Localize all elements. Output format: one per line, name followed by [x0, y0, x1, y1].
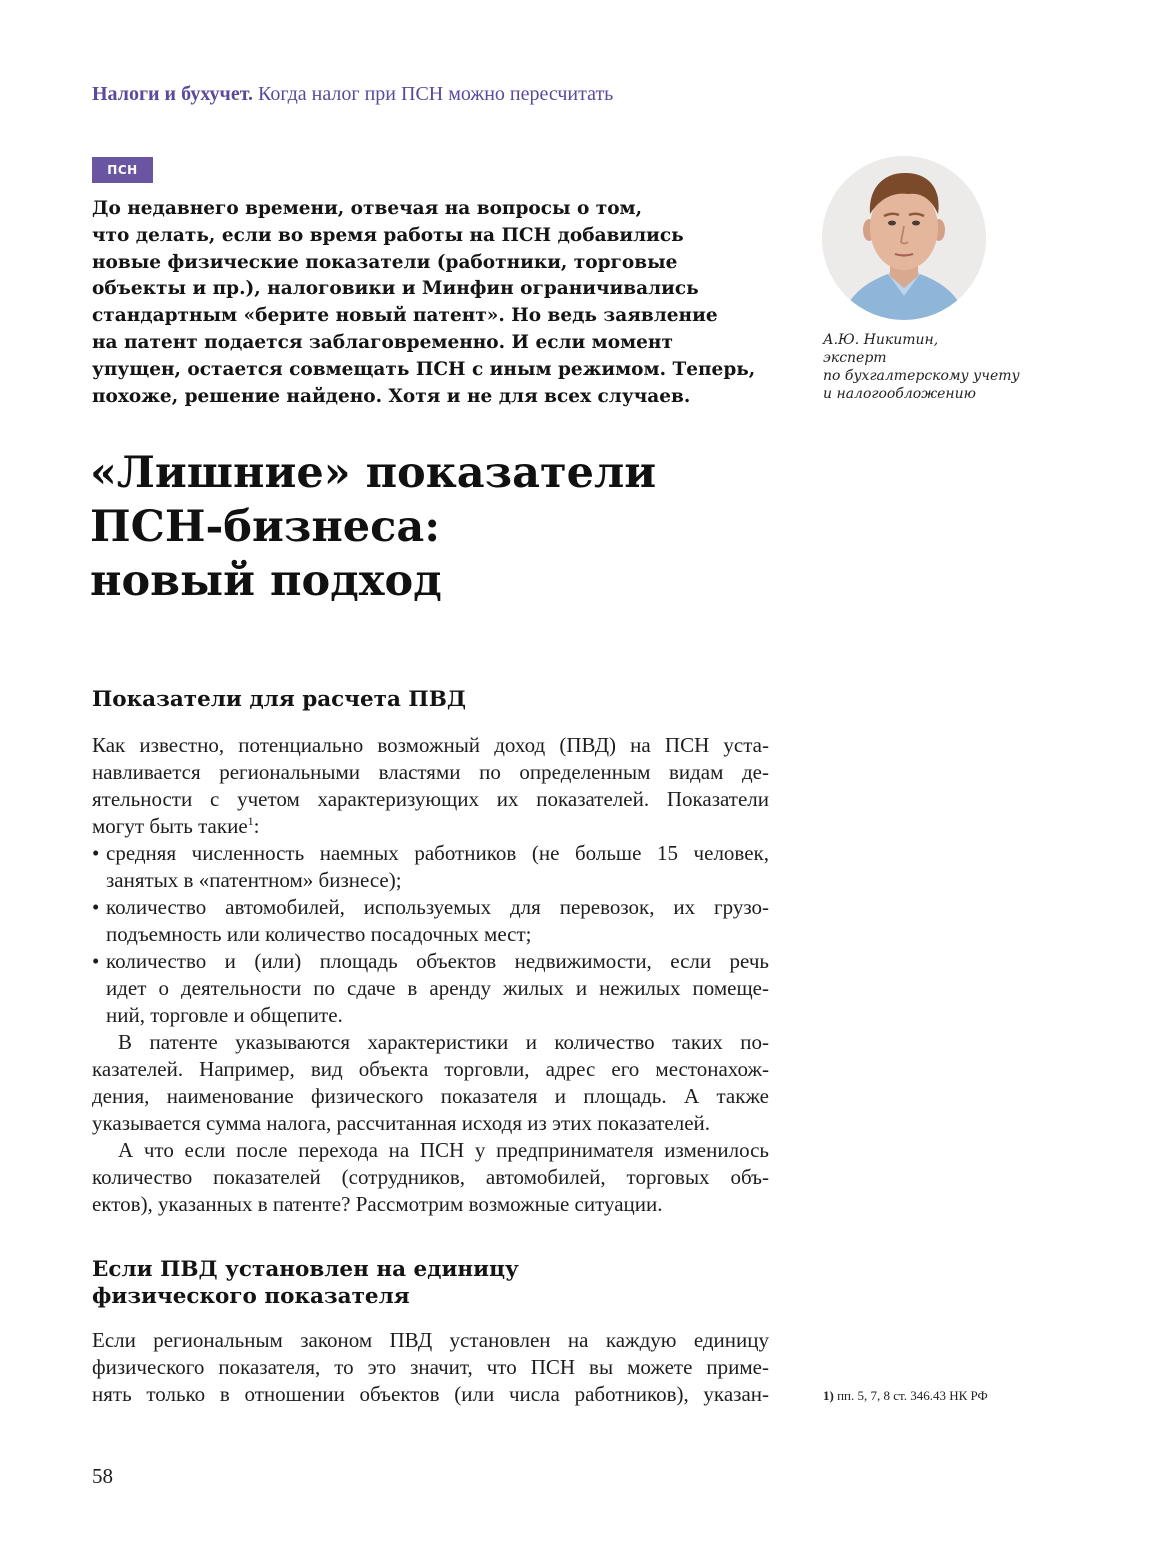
footnote-number: 1) [823, 1388, 834, 1403]
lead-line: похоже, решение найдено. Хотя и не для всех случаев. [92, 385, 691, 407]
lead-paragraph [92, 196, 782, 410]
author-portrait-icon [822, 156, 986, 320]
author-role: по бухгалтерскому учету [823, 368, 1020, 384]
running-head-title: Когда налог при ПСН можно пересчитать [258, 83, 614, 105]
author-name: А.Ю. Никитин, [823, 332, 939, 348]
author-caption [823, 331, 1020, 403]
lead-line: на патент подается заблаговременно. И если момент [92, 331, 673, 353]
footnote [823, 1388, 988, 1404]
body-line: А что если после перехода на ПСН у предпринимателя изменилось [118, 1138, 769, 1162]
body-line: физического показателя, то это значит, что ПСН вы можете приме- [92, 1355, 769, 1379]
footnote-ref: 1 [247, 814, 254, 828]
body-line: ятельности с учетом характеризующих их показателей. Показатели [92, 787, 769, 811]
title-line: ПСН-бизнеса: [90, 502, 441, 552]
section-body [92, 1327, 769, 1408]
body-line: количество показателей (сотрудников, автомобилей, торговых объ- [92, 1165, 769, 1189]
body-line: казателей. Например, вид объекта торговли, адрес его местонахож- [92, 1057, 769, 1081]
running-head-section: Налоги и бухучет. [92, 83, 254, 105]
footnote-text: пп. 5, 7, 8 ст. 346.43 НК РФ [837, 1388, 988, 1403]
section-heading-line: физического показателя [92, 1284, 410, 1309]
body-text: могут быть такие [92, 814, 248, 838]
bullet-item-cont: идет о деятельности по сдаче в аренду жилых и нежилых помеще- [106, 976, 769, 1000]
lead-line: стандартным «берите новый патент». Но ведь заявление [92, 305, 718, 327]
bullet-item: • количество автомобилей, используемых для перевозок, их грузо- [92, 894, 769, 921]
bullet-item: • количество и (или) площадь объектов недвижимости, если речь [92, 948, 769, 975]
title-line: «Лишние» показатели [90, 448, 657, 498]
lead-line: новые физические показатели (работники, торговые [92, 251, 678, 273]
body-line: указывается сумма налога, рассчитанная исходя из этих показателей. [92, 1111, 711, 1135]
bullet-item: • средняя численность наемных работников (не больше 15 человек, [92, 840, 769, 867]
body-line: навливается региональными властями по определенным видам де- [92, 760, 769, 784]
rubric-tag: ПСН [92, 157, 153, 183]
section-heading-line: Если ПВД установлен на единицу [92, 1257, 519, 1282]
article-title [90, 446, 656, 608]
section-body [92, 732, 769, 1218]
body-text: : [253, 814, 260, 838]
author-role: эксперт [823, 350, 887, 366]
section-heading [92, 686, 466, 713]
lead-line: упущен, остается совмещать ПСН с иным режимом. Теперь, [92, 358, 756, 380]
body-line: ектов), указанных в патенте? Рассмотрим возможные ситуации. [92, 1192, 663, 1216]
bullet-item-cont: подъемность или количество посадочных мест; [106, 922, 532, 946]
bullet-item-cont: ний, торговле и общепите. [106, 1003, 343, 1027]
bullet-item-cont: занятых в «патентном» бизнесе); [106, 868, 402, 892]
body-line: Если региональным законом ПВД установлен на каждую единицу [92, 1328, 769, 1352]
section-heading-line: Показатели для расчета ПВД [92, 687, 467, 712]
section-heading [92, 1256, 519, 1310]
lead-line: объекты и пр.), налоговики и Минфин ограничивались [92, 278, 699, 300]
body-line: В патенте указываются характеристики и количество таких по- [118, 1030, 769, 1054]
body-line: Как известно, потенциально возможный доход (ПВД) на ПСН уста- [92, 733, 769, 757]
lead-line: До недавнего времени, отвечая на вопросы о том, [92, 198, 643, 219]
page-number: 58 [92, 1464, 113, 1488]
running-head [92, 83, 613, 106]
body-line: нять только в отношении объектов (или числа работников), указан- [92, 1382, 769, 1406]
body-line: дения, наименование физического показателя и площадь. А также [92, 1084, 769, 1108]
lead-line: что делать, если во время работы на ПСН добавились [92, 224, 684, 246]
author-photo [822, 156, 986, 320]
title-line: новый подход [90, 556, 442, 606]
body-line [92, 813, 769, 840]
author-role: и налогообложению [823, 386, 976, 402]
